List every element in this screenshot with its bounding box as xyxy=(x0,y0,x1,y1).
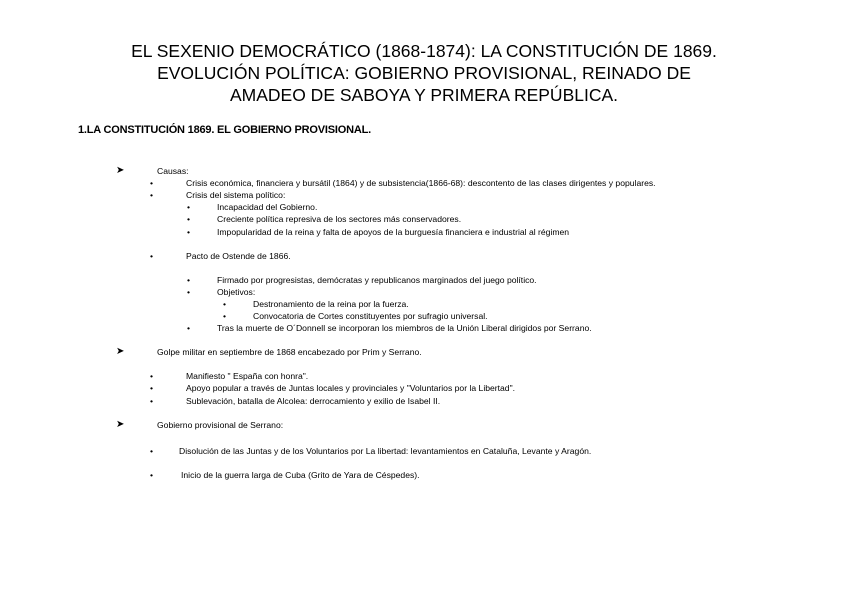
list-item-gobierno: Gobierno provisional de Serrano: xyxy=(157,420,284,430)
bullet-icon: • xyxy=(187,227,191,237)
list-item-firmado: Firmado por progresistas, demócratas y republicanos marginados del juego político. xyxy=(217,275,537,285)
list-item-disolucion: Disolución de las Juntas y de los Voluntarios por La libertad: levantamientos en Cataluña, Levante y Aragón. xyxy=(179,446,592,456)
arrow-bullet-icon: ➤ xyxy=(116,346,125,357)
list-item-apoyo: Apoyo popular a través de Juntas locales y provinciales y "Voluntarios por la Libertad". xyxy=(186,383,516,393)
bullet-icon: • xyxy=(187,214,191,224)
bullet-icon: • xyxy=(150,190,154,200)
arrow-bullet-icon: ➤ xyxy=(116,419,125,430)
bullet-icon: • xyxy=(150,470,154,480)
section-heading: 1.LA CONSTITUCIÓN 1869. EL GOBIERNO PROVISIONAL. xyxy=(78,124,371,136)
list-item-inicio: Inicio de la guerra larga de Cuba (Grito de Yara de Céspedes). xyxy=(181,470,420,480)
list-item-convocatoria: Convocatoria de Cortes constituyentes por sufragio universal. xyxy=(253,311,488,321)
list-item-causas: Causas: xyxy=(157,166,189,176)
list-item-destronamiento: Destronamiento de la reina por la fuerza. xyxy=(253,299,409,309)
arrow-bullet-icon: ➤ xyxy=(116,165,125,176)
bullet-icon: • xyxy=(150,446,154,456)
bullet-icon: • xyxy=(150,383,154,393)
list-item-creciente: Creciente política represiva de los sectores más conservadores. xyxy=(217,214,462,224)
list-item-tras-muerte: Tras la muerte de O´Donnell se incorporan los miembros de la Unión Liberal dirigidos por Serrano. xyxy=(217,323,592,333)
bullet-icon: • xyxy=(223,299,227,309)
bullet-icon: • xyxy=(187,287,191,297)
bullet-icon: • xyxy=(223,311,227,321)
list-item-sublevacion: Sublevación, batalla de Alcolea: derrocamiento y exilio de Isabel II. xyxy=(186,396,441,406)
list-item-pacto: Pacto de Ostende de 1866. xyxy=(186,251,291,261)
list-item-incapacidad: Incapacidad del Gobierno. xyxy=(217,202,318,212)
title-line-3: AMADEO DE SABOYA Y PRIMERA REPÚBLICA. xyxy=(229,85,619,105)
bullet-icon: • xyxy=(150,396,154,406)
list-item-golpe: Golpe militar en septiembre de 1868 encabezado por Prim y Serrano. xyxy=(157,347,422,357)
list-item-impopularidad: Impopularidad de la reina y falta de apoyos de la burguesía financiera e industrial al régimen xyxy=(217,227,570,237)
list-item-objetivos: Objetivos: xyxy=(217,287,256,297)
list-item-crisis-economica: Crisis económica, financiera y bursátil (1864) y de subsistencia(1866-68): descontento de las clases dirigentes y populares. xyxy=(186,178,656,188)
bullet-icon: • xyxy=(150,178,154,188)
bullet-icon: • xyxy=(187,202,191,212)
bullet-icon: • xyxy=(187,275,191,285)
title-line-2: EVOLUCIÓN POLÍTICA: GOBIERNO PROVISIONAL, REINADO DE xyxy=(157,63,691,83)
title-line-1: EL SEXENIO DEMOCRÁTICO (1868-1874): LA CONSTITUCIÓN DE 1869. xyxy=(131,41,717,61)
list-item-crisis-sistema: Crisis del sistema político: xyxy=(186,190,286,200)
list-item-manifiesto: Manifiesto " España con honra". xyxy=(186,371,309,381)
bullet-icon: • xyxy=(150,371,154,381)
bullet-icon: • xyxy=(187,323,191,333)
bullet-icon: • xyxy=(150,251,154,261)
document-title xyxy=(0,40,848,106)
